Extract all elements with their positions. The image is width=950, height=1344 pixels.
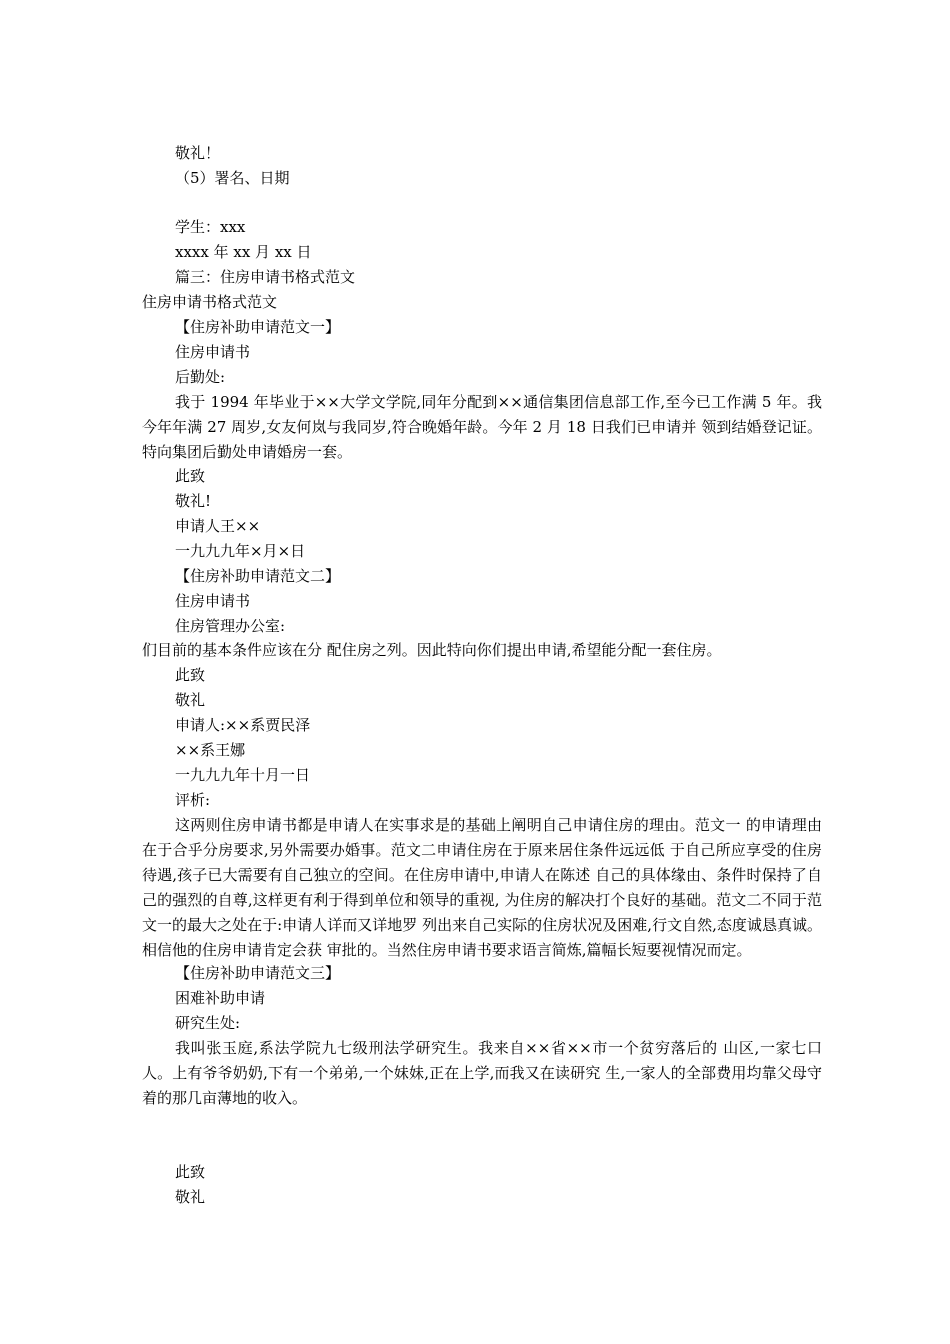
date-2: 一九九九年十月一日 [175, 766, 311, 784]
signature-student: 学生：xxx [175, 218, 246, 236]
closing-2: 此致 [175, 666, 206, 684]
chapter-heading: 篇三：住房申请书格式范文 [175, 268, 356, 286]
sample-heading-1: 【住房补助申请范文一】 [175, 318, 341, 336]
applicant-2a: 申请人:××系贾民泽 [175, 716, 311, 734]
signature-date: xxxx 年 xx 月 xx 日 [175, 243, 312, 261]
analysis-body: 这两则住房申请书都是申请人在实事求是的基础上阐明自己申请住房的理由。范文一 的申请理由在于合乎分房要求,另外需要办婚事。范文二申请住房在于原来居住条件远远低 于自己所应享受的住房待遇,孩子已大需要有自己独立的空间。在住房申请中,申请人在陈述 自己的具体缘由、条件时保持了自己的强烈的自尊,这样更有利于得到单位和领导的重视, 为住房的解决打个良好的基础。范文二不同于范文一的最大之处在于:申请人详而又详地罗 列出来自己实际的住房状况及困难,行文自然,态度诚恳真诚。相信他的住房申请肯定会获 审批的。当然住房申请书要求语言简炼,篇幅长短要视情况而定。 [142, 816, 822, 959]
closing-1: 此致 [175, 467, 206, 485]
section-item-signature-date: （5）署名、日期 [175, 169, 290, 187]
date-1: 一九九九年×月×日 [175, 542, 306, 560]
analysis-heading: 评析: [175, 791, 211, 809]
letter-body-2: 们目前的基本条件应该在分 配住房之列。因此特向你们提出申请,希望能分配一套住房。 [142, 641, 722, 659]
salutation-2: 敬礼 [175, 691, 206, 709]
document-title: 住房申请书格式范文 [142, 293, 278, 311]
salutation-3: 敬礼 [175, 1188, 206, 1206]
letter-body-1: 我于 1994 年毕业于××大学文学院,同年分配到××通信集团信息部工作,至今已工作满 5 年。我今年年满 27 周岁,女友何岚与我同岁,符合晚婚年龄。今年 2 月 18 日我们已申请并 领到结婚登记证。特向集团后勤处申请婚房一套。 [142, 393, 822, 461]
applicant-2b: ××系王娜 [175, 741, 246, 759]
recipient-3: 研究生处: [175, 1014, 241, 1032]
closing-salutation: 敬礼！ [175, 144, 221, 162]
closing-3: 此致 [175, 1163, 206, 1181]
recipient-2: 住房管理办公室: [175, 617, 286, 635]
sample-heading-3: 【住房补助申请范文三】 [175, 964, 341, 982]
letter-body-3: 我叫张玉庭,系法学院九七级刑法学研究生。我来自××省××市一个贫穷落后的 山区,一家七口人。上有爷爷奶奶,下有一个弟弟,一个妹妹,正在上学,而我又在读研究 生,一家人的全部费用均靠父母守着的那几亩薄地的收入。 [142, 1039, 822, 1107]
letter-title-3: 困难补助申请 [175, 989, 266, 1007]
sample-heading-2: 【住房补助申请范文二】 [175, 567, 341, 585]
salutation-1: 敬礼! [175, 492, 212, 510]
letter-title-2: 住房申请书 [175, 592, 251, 610]
recipient-1: 后勤处: [175, 368, 226, 386]
applicant-1: 申请人王×× [175, 517, 261, 535]
letter-title-1: 住房申请书 [175, 343, 251, 361]
